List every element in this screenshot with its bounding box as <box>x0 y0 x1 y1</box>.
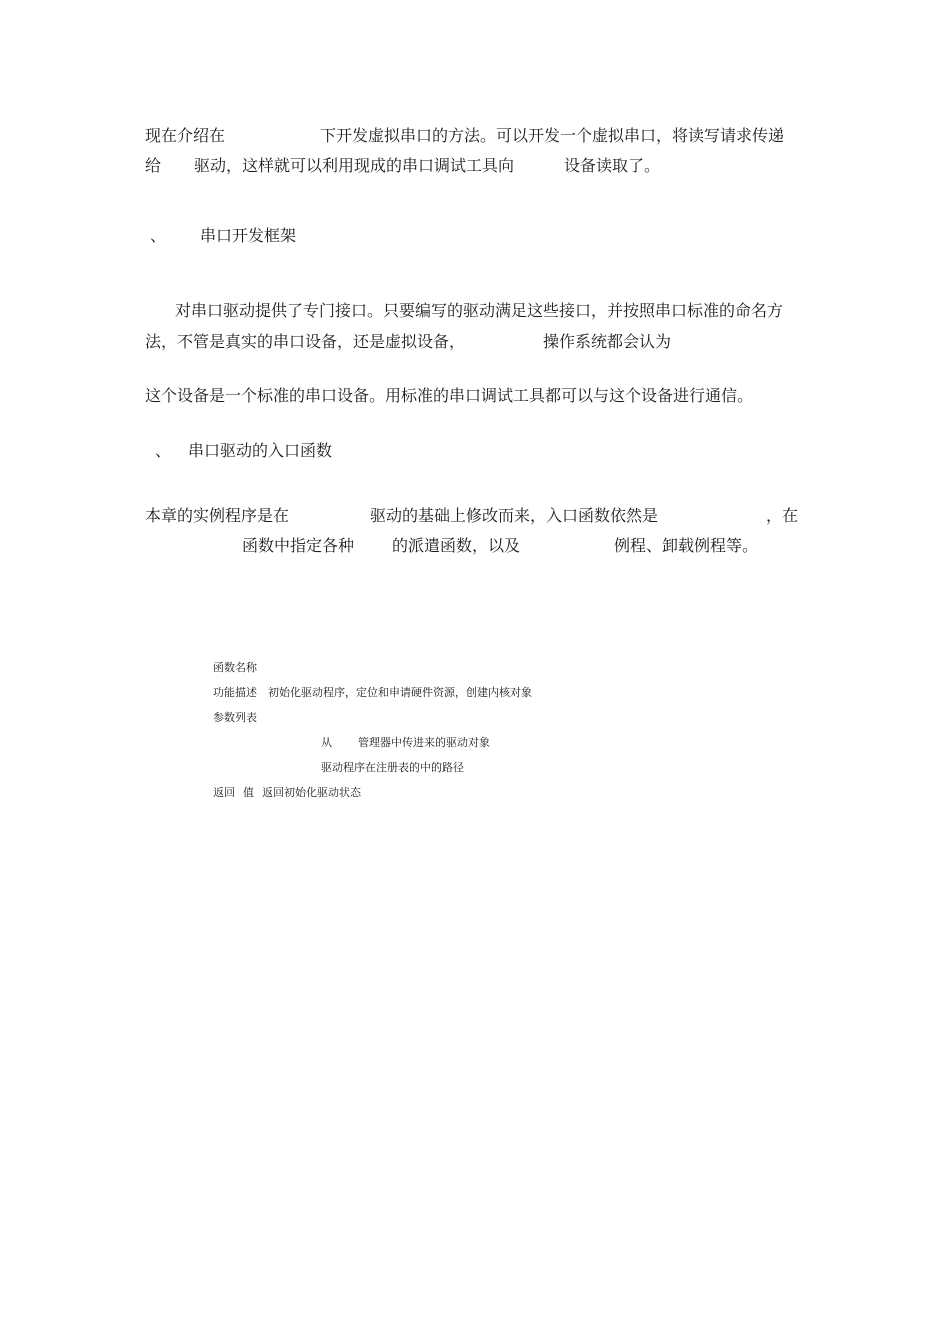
intro-line2-seg2: 驱动，这样就可以利用现成的串口调试工具向 <box>194 156 515 175</box>
func-params-label: 参数列表 <box>213 711 257 724</box>
intro-line2-seg1: 给 <box>145 156 162 175</box>
func-desc-label: 功能描述 <box>213 686 257 699</box>
func-param1-seg1: 从 <box>321 736 332 749</box>
func-name-label: 函数名称 <box>213 661 257 674</box>
para1-line2-seg2: 操作系统都会认为 <box>543 332 672 351</box>
para1-line1: 对串口驱动提供了专门接口。只要编写的驱动满足这些接口，并按照串口标准的命名方 <box>175 301 784 320</box>
intro-line1-seg1: 现在介绍在 <box>145 126 226 145</box>
para2-line1-seg1: 本章的实例程序是在 <box>145 506 290 525</box>
para2-line2-seg3: 例程、卸载例程等。 <box>614 536 759 555</box>
para2-line2-seg1: 函数中指定各种 <box>242 536 355 555</box>
intro-line2-seg3: 设备读取了。 <box>564 156 661 175</box>
func-return-label1: 返回 <box>213 786 235 799</box>
func-return-label2: 值 <box>243 786 254 799</box>
func-desc-value: 初始化驱动程序，定位和申请硬件资源，创建内核对象 <box>268 686 532 699</box>
func-return-value: 返回初始化驱动状态 <box>262 786 361 799</box>
para1-line2-seg1: 法，不管是真实的串口设备，还是虚拟设备， <box>145 332 466 351</box>
section1-marker: 、 <box>150 226 167 245</box>
intro-line1-seg2: 下开发虚拟串口的方法。可以开发一个虚拟串口，将读写请求传递 <box>320 126 785 145</box>
para2-line1-seg3: ，在 <box>766 506 799 525</box>
para2-line2-seg2: 的派遣函数，以及 <box>392 536 521 555</box>
func-param2: 驱动程序在注册表的中的路径 <box>321 761 464 774</box>
section1-title: 串口开发框架 <box>200 226 297 245</box>
section2-marker: 、 <box>155 441 172 460</box>
para2-line1-seg2: 驱动的基础上修改而来，入口函数依然是 <box>370 506 659 525</box>
func-param1-seg2: 管理器中传进来的驱动对象 <box>358 736 490 749</box>
section2-title: 串口驱动的入口函数 <box>188 441 333 460</box>
para1-line3: 这个设备是一个标准的串口设备。用标准的串口调试工具都可以与这个设备进行通信。 <box>145 386 754 405</box>
